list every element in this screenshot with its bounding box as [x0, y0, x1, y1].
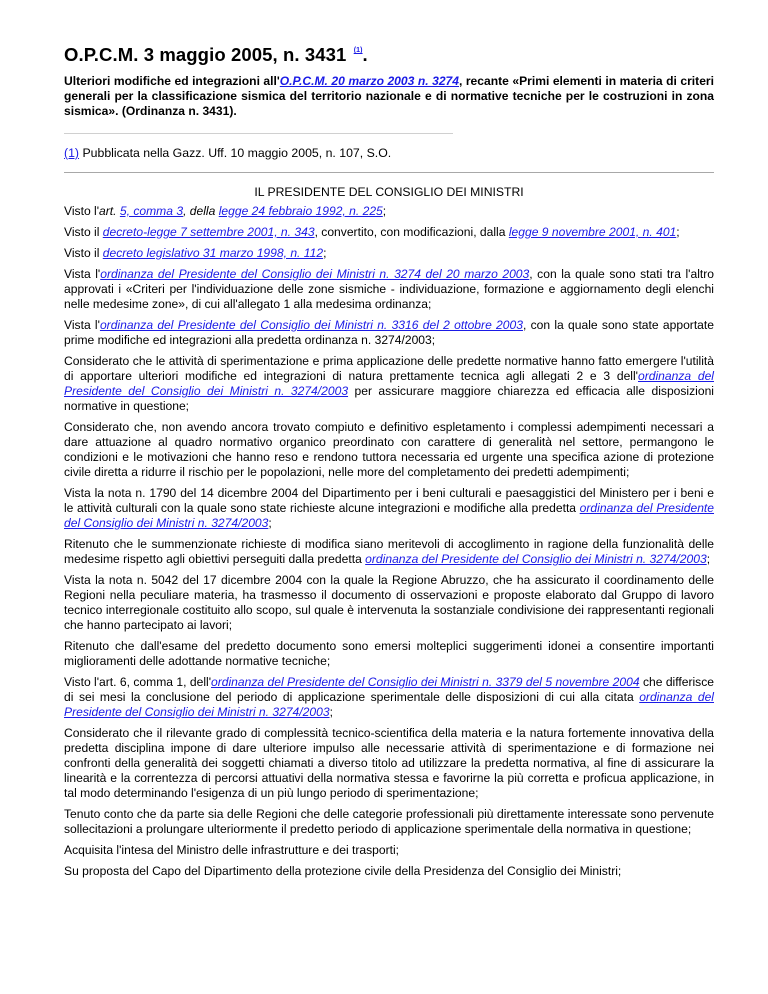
link-dl-343[interactable]: decreto-legge 7 settembre 2001, n. 343	[102, 225, 315, 239]
text: art.	[99, 204, 120, 218]
paragraph-2	[64, 225, 714, 240]
link-opcm-3274[interactable]: ordinanza del Presidente del Consiglio dei Ministri n. 3274/2003	[64, 501, 715, 530]
subtitle-link-opcm-3274[interactable]: O.P.C.M. 20 marzo 2003 n. 3274	[279, 74, 459, 88]
text: Considerato che il rilevante grado di complessità tecnico-scientifica della materia e la natura fortemente innovativa della predetta disciplina impone di dare ulteriore impulso alle necessarie attività di sperimentazione e di formazione nei confronti della generalità dei soggetti chiamati a diverso titolo ad utilizzare la predetta normativa, al fine di assicurare la linearità e la correntezza di percorsi attuativi della normativa stessa e favorirne la più corretta e proficua applicazione, in tal modo determinando l'esigenza di un più lungo periodo di sperimentazione;	[64, 726, 714, 800]
link-dlgs-112[interactable]: decreto legislativo 31 marzo 1998, n. 112	[102, 246, 324, 260]
text: Considerato che le attività di sperimentazione e prima applicazione delle predette normative hanno fatto emergere l'utilità di apportare ulteriori modifiche ed integrazioni di natura prettamente tecnica agli allegati 2 e 3 dell'	[64, 354, 714, 383]
text: Acquisita l'intesa del Ministro delle infrastrutture e dei trasporti;	[64, 843, 400, 857]
paragraph-11	[64, 639, 714, 669]
text: ;	[382, 204, 387, 218]
text: , convertito, con modificazioni, dalla	[314, 225, 509, 239]
text: che differisce di sei mesi la conclusione del periodo di applicazione sperimentale delle disposizioni di cui alla citata	[64, 675, 715, 704]
paragraph-10	[64, 573, 714, 633]
title-end: .	[362, 44, 368, 65]
text: Visto l'art. 6, comma 1, dell'	[64, 675, 212, 689]
paragraph-14	[64, 807, 714, 837]
text: ;	[329, 705, 333, 719]
paragraph-16	[64, 864, 714, 879]
document-subtitle	[64, 74, 714, 119]
text: Vista la nota n. 5042 del 17 dicembre 2004 con la quale la Regione Abruzzo, che ha assicurato il coordinamento delle Regioni nella peculiare materia, ha trasmesso il documento di osservazioni e proposte elaborato dal Gruppo di lavoro tecnico interregionale costituito allo scopo, sul quale è intervenuta la sostanziale condivisione dei rappresentanti regionali che hanno partecipato ai lavori;	[64, 573, 714, 632]
paragraph-15	[64, 843, 714, 858]
title-footnote-link[interactable]: (1)	[353, 47, 363, 54]
text: Ritenuto che dall'esame del predetto documento sono emersi molteplici suggerimenti idonei a consentire importanti miglioramenti delle adottande normative tecniche;	[64, 639, 714, 668]
link-opcm-3274[interactable]: ordinanza del Presidente del Consiglio dei Ministri n. 3274/2003	[365, 552, 707, 566]
paragraph-9	[64, 537, 714, 567]
text: per assicurare maggiore chiarezza ed efficacia alle disposizioni normative in questione;	[64, 384, 714, 413]
section-heading: IL PRESIDENTE DEL CONSIGLIO DEI MINISTRI	[254, 185, 524, 199]
text: Visto il	[64, 246, 103, 260]
text: ;	[268, 516, 272, 530]
document-title	[64, 44, 714, 66]
footnote	[64, 146, 714, 160]
text: , con la quale sono stati tra l'altro approvati i «Criteri per l'individuazione delle zone sismiche - individuazione, formazione e aggiornamento degli elenchi nelle medesime zone», di cui all'allegato 1 alla medesima ordinanza;	[64, 267, 714, 311]
paragraph-1	[64, 204, 714, 219]
title-footnote-ref	[354, 47, 363, 54]
document-page	[64, 0, 714, 879]
text: Vista l'	[64, 318, 100, 332]
footnote-link[interactable]: (1)	[64, 146, 80, 160]
link-opcm-3274[interactable]: ordinanza del Presidente del Consiglio dei Ministri n. 3274/2003	[64, 690, 714, 719]
text: , della	[183, 204, 219, 218]
section-divider	[64, 172, 714, 173]
text: Vista l'	[64, 267, 101, 281]
link-legge-401[interactable]: legge 9 novembre 2001, n. 401	[508, 225, 677, 239]
text: ;	[706, 552, 711, 566]
text: ;	[676, 225, 680, 239]
link-art-5[interactable]: 5, comma 3	[119, 204, 184, 218]
text: Ritenuto che le summenzionate richieste di modifica siano meritevoli di accoglimento in ragione della funzionalità delle medesime rispetto agli obiettivi perseguiti dalla predetta	[64, 537, 714, 566]
text: Visto l'	[64, 204, 100, 218]
link-opcm-3316[interactable]: ordinanza del Presidente del Consiglio dei Ministri n. 3316 del 2 ottobre 2003	[99, 318, 523, 332]
link-opcm-3274[interactable]: ordinanza del Presidente del Consiglio dei Ministri n. 3274 del 20 marzo 2003	[100, 267, 530, 281]
title-text: O.P.C.M. 3 maggio 2005, n. 3431	[64, 44, 347, 65]
footnote-text: Pubblicata nella Gazz. Uff. 10 maggio 2005, n. 107, S.O.	[79, 146, 392, 160]
paragraph-5	[64, 318, 714, 348]
text: ;	[323, 246, 327, 260]
paragraph-4	[64, 267, 714, 312]
text: , con la quale sono state apportate prime modifiche ed integrazioni alla predetta ordinanza n. 3274/2003;	[64, 318, 714, 347]
link-opcm-3274[interactable]: ordinanza del Presidente del Consiglio dei Ministri n. 3274/2003	[64, 369, 714, 398]
paragraph-8	[64, 486, 714, 531]
text: Vista la nota n. 1790 del 14 dicembre 2004 del Dipartimento per i beni culturali e paesaggistici del Ministero per i beni e le attività culturali con la quale sono state richieste alcune integrazioni e modifiche alla predetta	[64, 486, 714, 515]
text: Su proposta del Capo del Dipartimento della protezione civile della Presidenza del Consiglio dei Ministri;	[64, 864, 622, 878]
text: Tenuto conto che da parte sia delle Regioni che delle categorie professionali più direttamente interessate sono pervenute sollecitazioni a prolungare ulteriormente il predetto periodo di applicazione sperimentale della normativa in questione;	[64, 807, 714, 836]
link-opcm-3379[interactable]: ordinanza del Presidente del Consiglio dei Ministri n. 3379 del 5 novembre 2004	[211, 675, 640, 689]
text: Considerato che, non avendo ancora trovato compiuto e definitivo espletamento i complessi adempimenti necessari a dare attuazione al quadro normativo organico preordinato con carattere di generalità nel settore, permangono le condizioni e le motivazioni che hanno reso e rendono tuttora necessaria ed urgente una specifica azione di protezione civile diretta a ridurre il rischio per le popolazioni, nelle more del completamento dei predetti adempimenti;	[64, 420, 714, 479]
link-legge-225[interactable]: legge 24 febbraio 1992, n. 225	[218, 204, 383, 218]
paragraph-6	[64, 354, 714, 414]
paragraph-12	[64, 675, 714, 720]
text: Visto il	[64, 225, 103, 239]
paragraph-13	[64, 726, 714, 801]
paragraph-3	[64, 246, 714, 261]
footnote-divider	[64, 133, 453, 134]
subtitle-text: , recante «Primi elementi in materia di criteri generali per la classificazione sismica del territorio nazionale e di normative tecniche per le costruzioni in zona sismica». (Ordinanza n. 3431).	[64, 74, 714, 118]
paragraph-7	[64, 420, 714, 480]
subtitle-text: Ulteriori modifiche ed integrazioni all'	[64, 74, 280, 88]
